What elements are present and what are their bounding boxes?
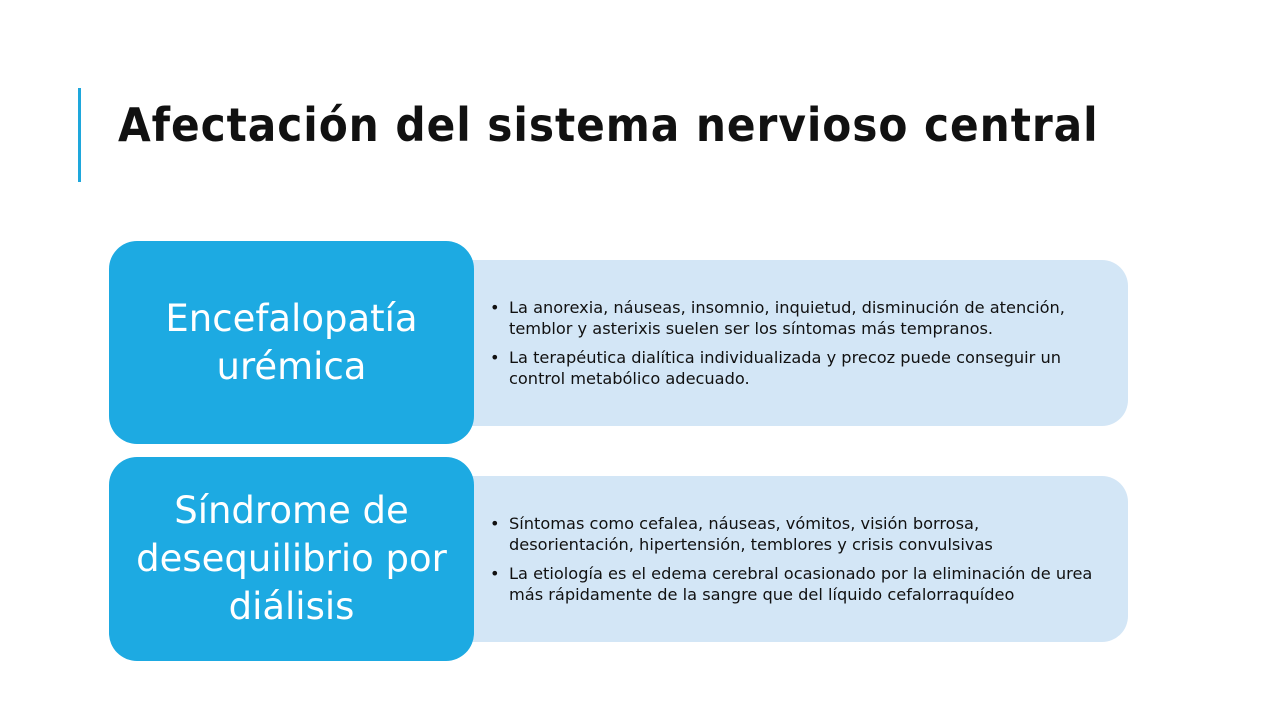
detail-panel-desequilibrio [440, 476, 1128, 642]
bullet-item: • La anorexia, náuseas, insomnio, inquietud, disminución de atención, temblor y asterixis suelen ser los síntomas más tempranos. [490, 297, 1106, 339]
bullet-item: • La etiología es el edema cerebral ocasionado por la eliminación de urea más rápidamente de la sangre que del líquido cefalorraquídeo [490, 563, 1106, 605]
title-accent-bar [78, 88, 81, 182]
bullet-list [490, 513, 1106, 605]
bullet-item: • La terapéutica dialítica individualizada y precoz puede conseguir un control metabólico adecuado. [490, 347, 1106, 389]
bullet-list [490, 297, 1106, 389]
slide-title: Afectación del sistema nervioso central [118, 98, 1099, 152]
bullet-item: • Síntomas como cefalea, náuseas, vómitos, visión borrosa, desorientación, hipertensión, temblores y crisis convulsivas [490, 513, 1106, 555]
detail-panel-encefalopatia [440, 260, 1128, 426]
heading-box-encefalopatia: Encefalopatía urémica [109, 241, 474, 444]
heading-box-desequilibrio: Síndrome de desequilibrio por diálisis [109, 457, 474, 661]
